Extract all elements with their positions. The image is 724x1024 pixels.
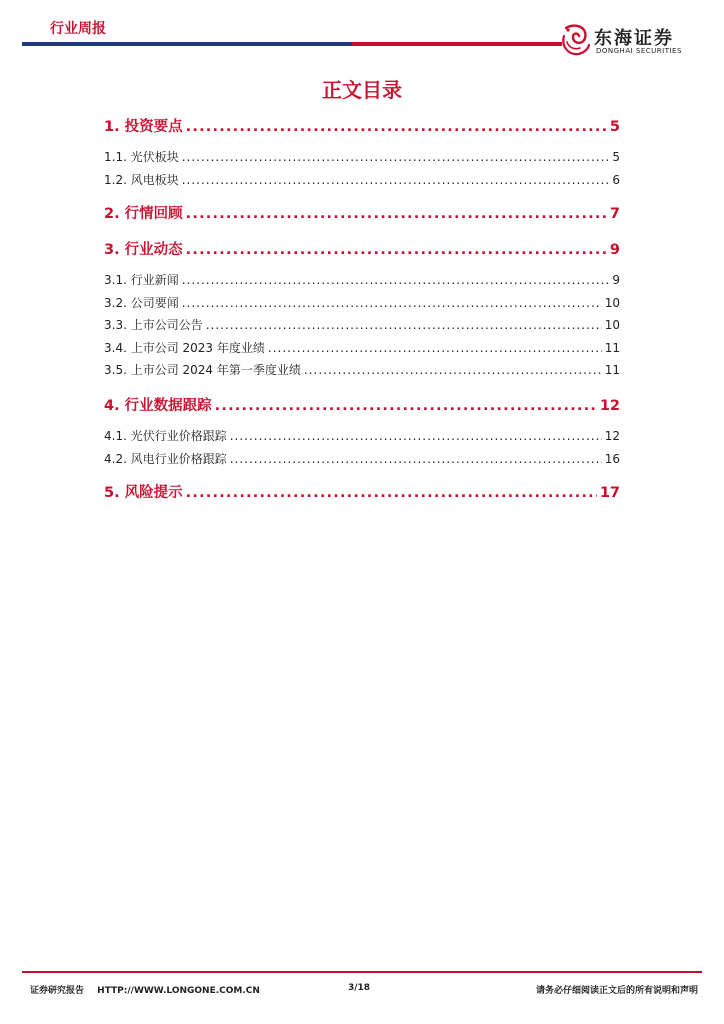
toc-entry-page: 6: [612, 173, 620, 187]
toc-entry-label: 3.2. 公司要闻: [104, 296, 179, 310]
toc-entry-page: 17: [599, 485, 620, 501]
footer-website-link[interactable]: HTTP://WWW.LONGONE.COM.CN: [97, 986, 260, 996]
toc-entry-page: 7: [609, 206, 620, 222]
toc-dot-leader: [186, 242, 607, 258]
toc-entry-page: 12: [599, 398, 620, 414]
toc-dot-leader: [186, 485, 597, 501]
toc-entry-label: 3.5. 上市公司 2024 年第一季度业绩: [104, 363, 301, 377]
toc-entry-main[interactable]: [104, 202, 620, 223]
toc-entry-label: 1.1. 光伏板块: [104, 150, 179, 164]
report-type-tag: 行业周报: [50, 21, 106, 37]
toc-entry-page: 11: [604, 363, 620, 377]
toc-dot-leader: [182, 273, 610, 287]
toc-dot-leader: [182, 173, 610, 187]
toc-dot-leader: [268, 341, 602, 355]
toc-entry-page: 5: [612, 150, 620, 164]
footer-disclaimer-note: 请务必仔细阅读正文后的所有说明和声明: [535, 986, 698, 996]
dragon-emblem-icon: [558, 22, 592, 58]
toc-entry-page: 11: [604, 341, 620, 355]
toc-entry-label: 1.2. 风电板块: [104, 173, 179, 187]
logo-chinese-name: 东海证券: [594, 28, 674, 49]
page-title: 正文目录: [322, 78, 402, 102]
toc-entry-label: 3.3. 上市公司公告: [104, 318, 203, 332]
toc-entry-sub[interactable]: [104, 427, 620, 444]
toc-entry-main[interactable]: [104, 238, 620, 259]
toc-dot-leader: [230, 429, 602, 443]
toc-entry-sub[interactable]: [104, 271, 620, 288]
toc-dot-leader: [182, 150, 610, 164]
toc-entry-sub[interactable]: [104, 450, 620, 467]
toc-entry-page: 12: [604, 429, 620, 443]
toc-entry-label: 4. 行业数据跟踪: [104, 398, 212, 414]
toc-entry-label: 4.1. 光伏行业价格跟踪: [104, 429, 227, 443]
toc-entry-label: 3. 行业动态: [104, 242, 183, 258]
toc-entry-page: 10: [604, 296, 620, 310]
toc-dot-leader: [206, 318, 602, 332]
toc-entry-page: 5: [609, 119, 620, 135]
toc-entry-page: 9: [609, 242, 620, 258]
toc-entry-main[interactable]: [104, 481, 620, 502]
logo-english-name: DONGHAI SECURITIES: [596, 47, 682, 55]
toc-entry-sub[interactable]: [104, 294, 620, 311]
toc-dot-leader: [215, 398, 597, 414]
header-divider-navy: [22, 42, 352, 46]
toc-entry-sub[interactable]: [104, 361, 620, 378]
toc-entry-page: 9: [612, 273, 620, 287]
toc-entry-main[interactable]: [104, 115, 620, 136]
header-divider-red: [352, 42, 562, 46]
toc-entry-sub[interactable]: [104, 316, 620, 333]
donghai-logo: [558, 20, 708, 60]
toc-dot-leader: [304, 363, 602, 377]
toc-entry-sub[interactable]: [104, 171, 620, 188]
toc-entry-sub[interactable]: [104, 148, 620, 165]
toc-entry-sub[interactable]: [104, 339, 620, 356]
toc-dot-leader: [230, 452, 602, 466]
toc-entry-label: 3.1. 行业新闻: [104, 273, 179, 287]
toc-entry-label: 5. 风险提示: [104, 485, 183, 501]
toc-dot-leader: [182, 296, 602, 310]
toc-entry-main[interactable]: [104, 394, 620, 415]
toc-entry-label: 2. 行情回顾: [104, 206, 183, 222]
footer-left: [30, 983, 260, 996]
header-divider: [22, 42, 562, 46]
toc-dot-leader: [186, 119, 607, 135]
footer-divider: [22, 971, 702, 973]
footer-report-label: 证券研究报告: [30, 986, 85, 996]
toc-dot-leader: [186, 206, 607, 222]
toc-entry-label: 3.4. 上市公司 2023 年度业绩: [104, 341, 265, 355]
toc-entry-page: 10: [604, 318, 620, 332]
toc-entry-label: 4.2. 风电行业价格跟踪: [104, 452, 227, 466]
toc-entry-label: 1. 投资要点: [104, 119, 183, 135]
toc-entry-page: 16: [604, 452, 620, 466]
page-number: 3/18: [348, 983, 371, 993]
